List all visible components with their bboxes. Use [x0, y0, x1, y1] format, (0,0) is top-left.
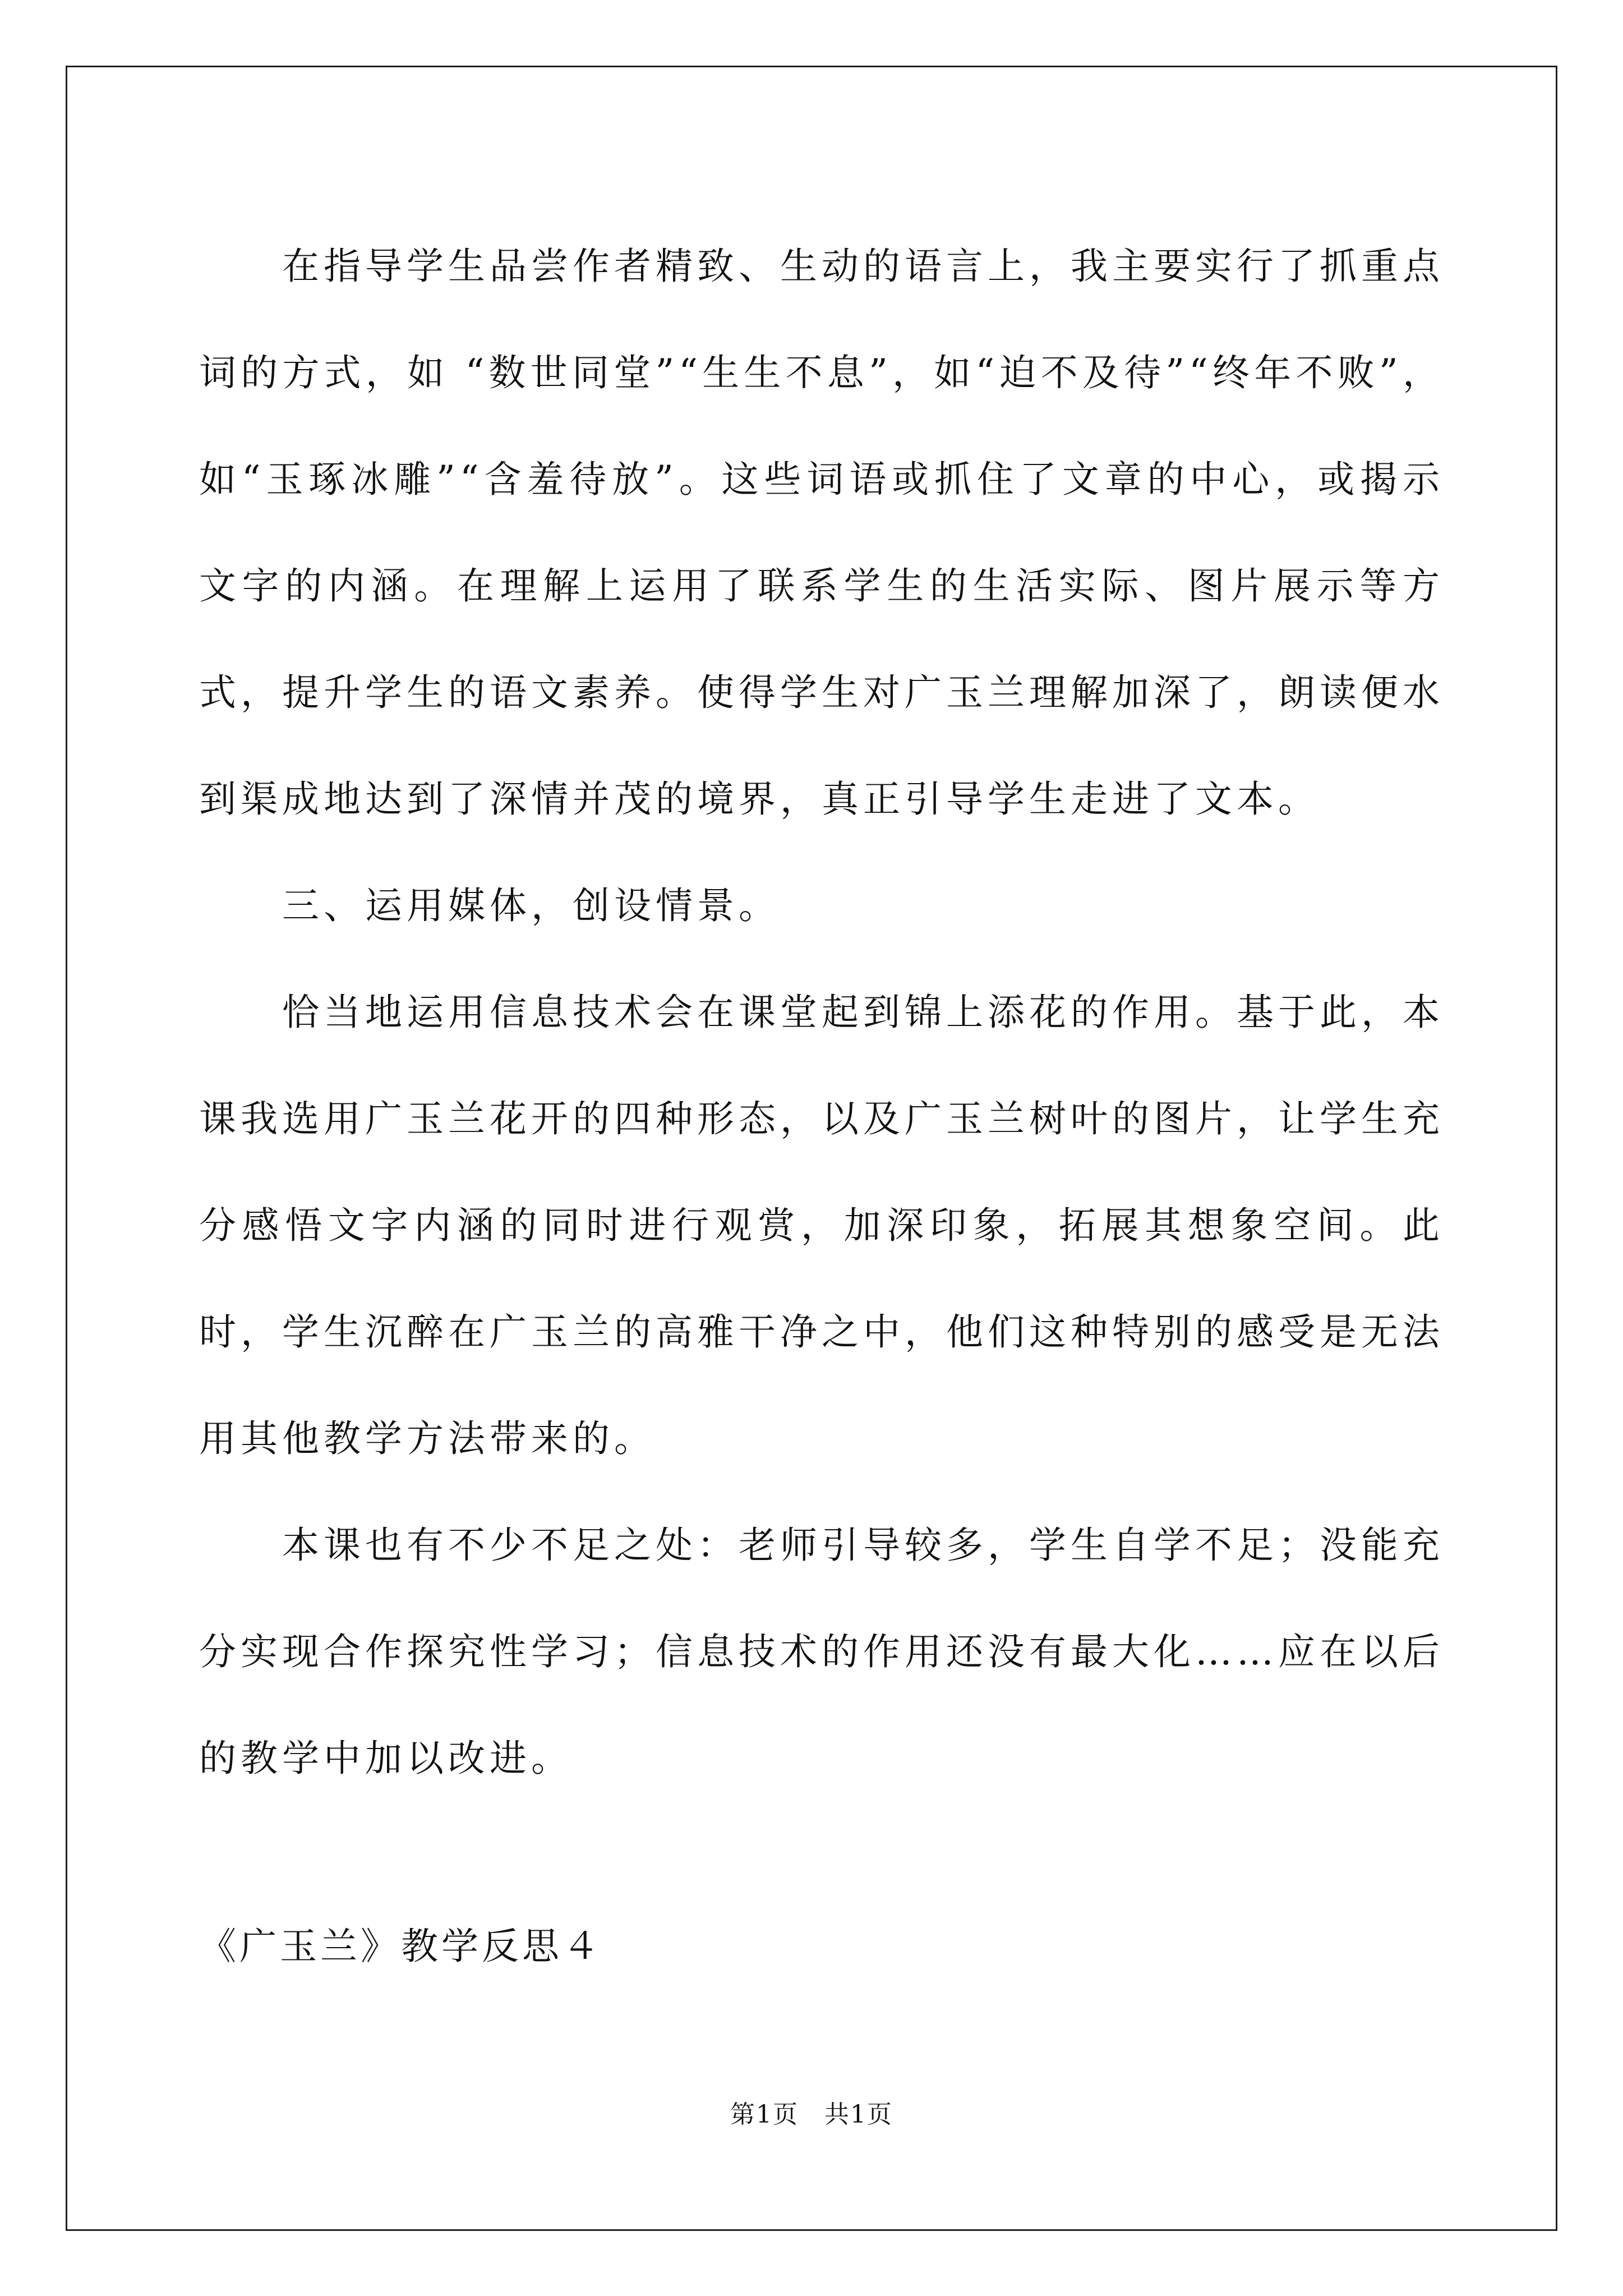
paragraph-shortcomings: 本课也有不少不足之处：老师引导较多，学生自学不足；没能充分实现合作探究性学习；信息技术的作用还没有最大化……应在以后的教学中加以改进。 [199, 1524, 1444, 1780]
paragraph-media-usage: 恰当地运用信息技术会在课堂起到锦上添花的作用。基于此，本课我选用广玉兰花开的四种形态，以及广玉兰树叶的图片，让学生充分感悟文字内涵的同时进行观赏，加深印象，拓展其想象空间。此时，学生沉醉在广玉兰的高雅干净之中，他们这种特别的感受是无法用其他教学方法带来的。 [199, 991, 1444, 1460]
paragraph-language-appreciation: 在指导学生品尝作者精致、生动的语言上，我主要实行了抓重点词的方式，如 “数世同堂”“生生不息”，如“迫不及待”“终年不败”，如“玉琢冰雕”“含羞待放”。这些词语或抓住了文章的中心，或揭示文字的内涵。在理解上运用了联系学生的生活实际、图片展示等方式，提升学生的语文素养。使得学生对广玉兰理解加深了，朗读便水到渠成地达到了深情并茂的境界，真正引导学生走进了文本。 [199, 245, 1444, 821]
document-body [199, 213, 1444, 1812]
paragraph-section-three-title: 三、运用媒体，创设情景。 [282, 884, 780, 927]
page-footer: 第1页 共1页 [730, 2100, 893, 2129]
section-heading: 《广玉兰》教学反思４ [199, 1925, 603, 1968]
